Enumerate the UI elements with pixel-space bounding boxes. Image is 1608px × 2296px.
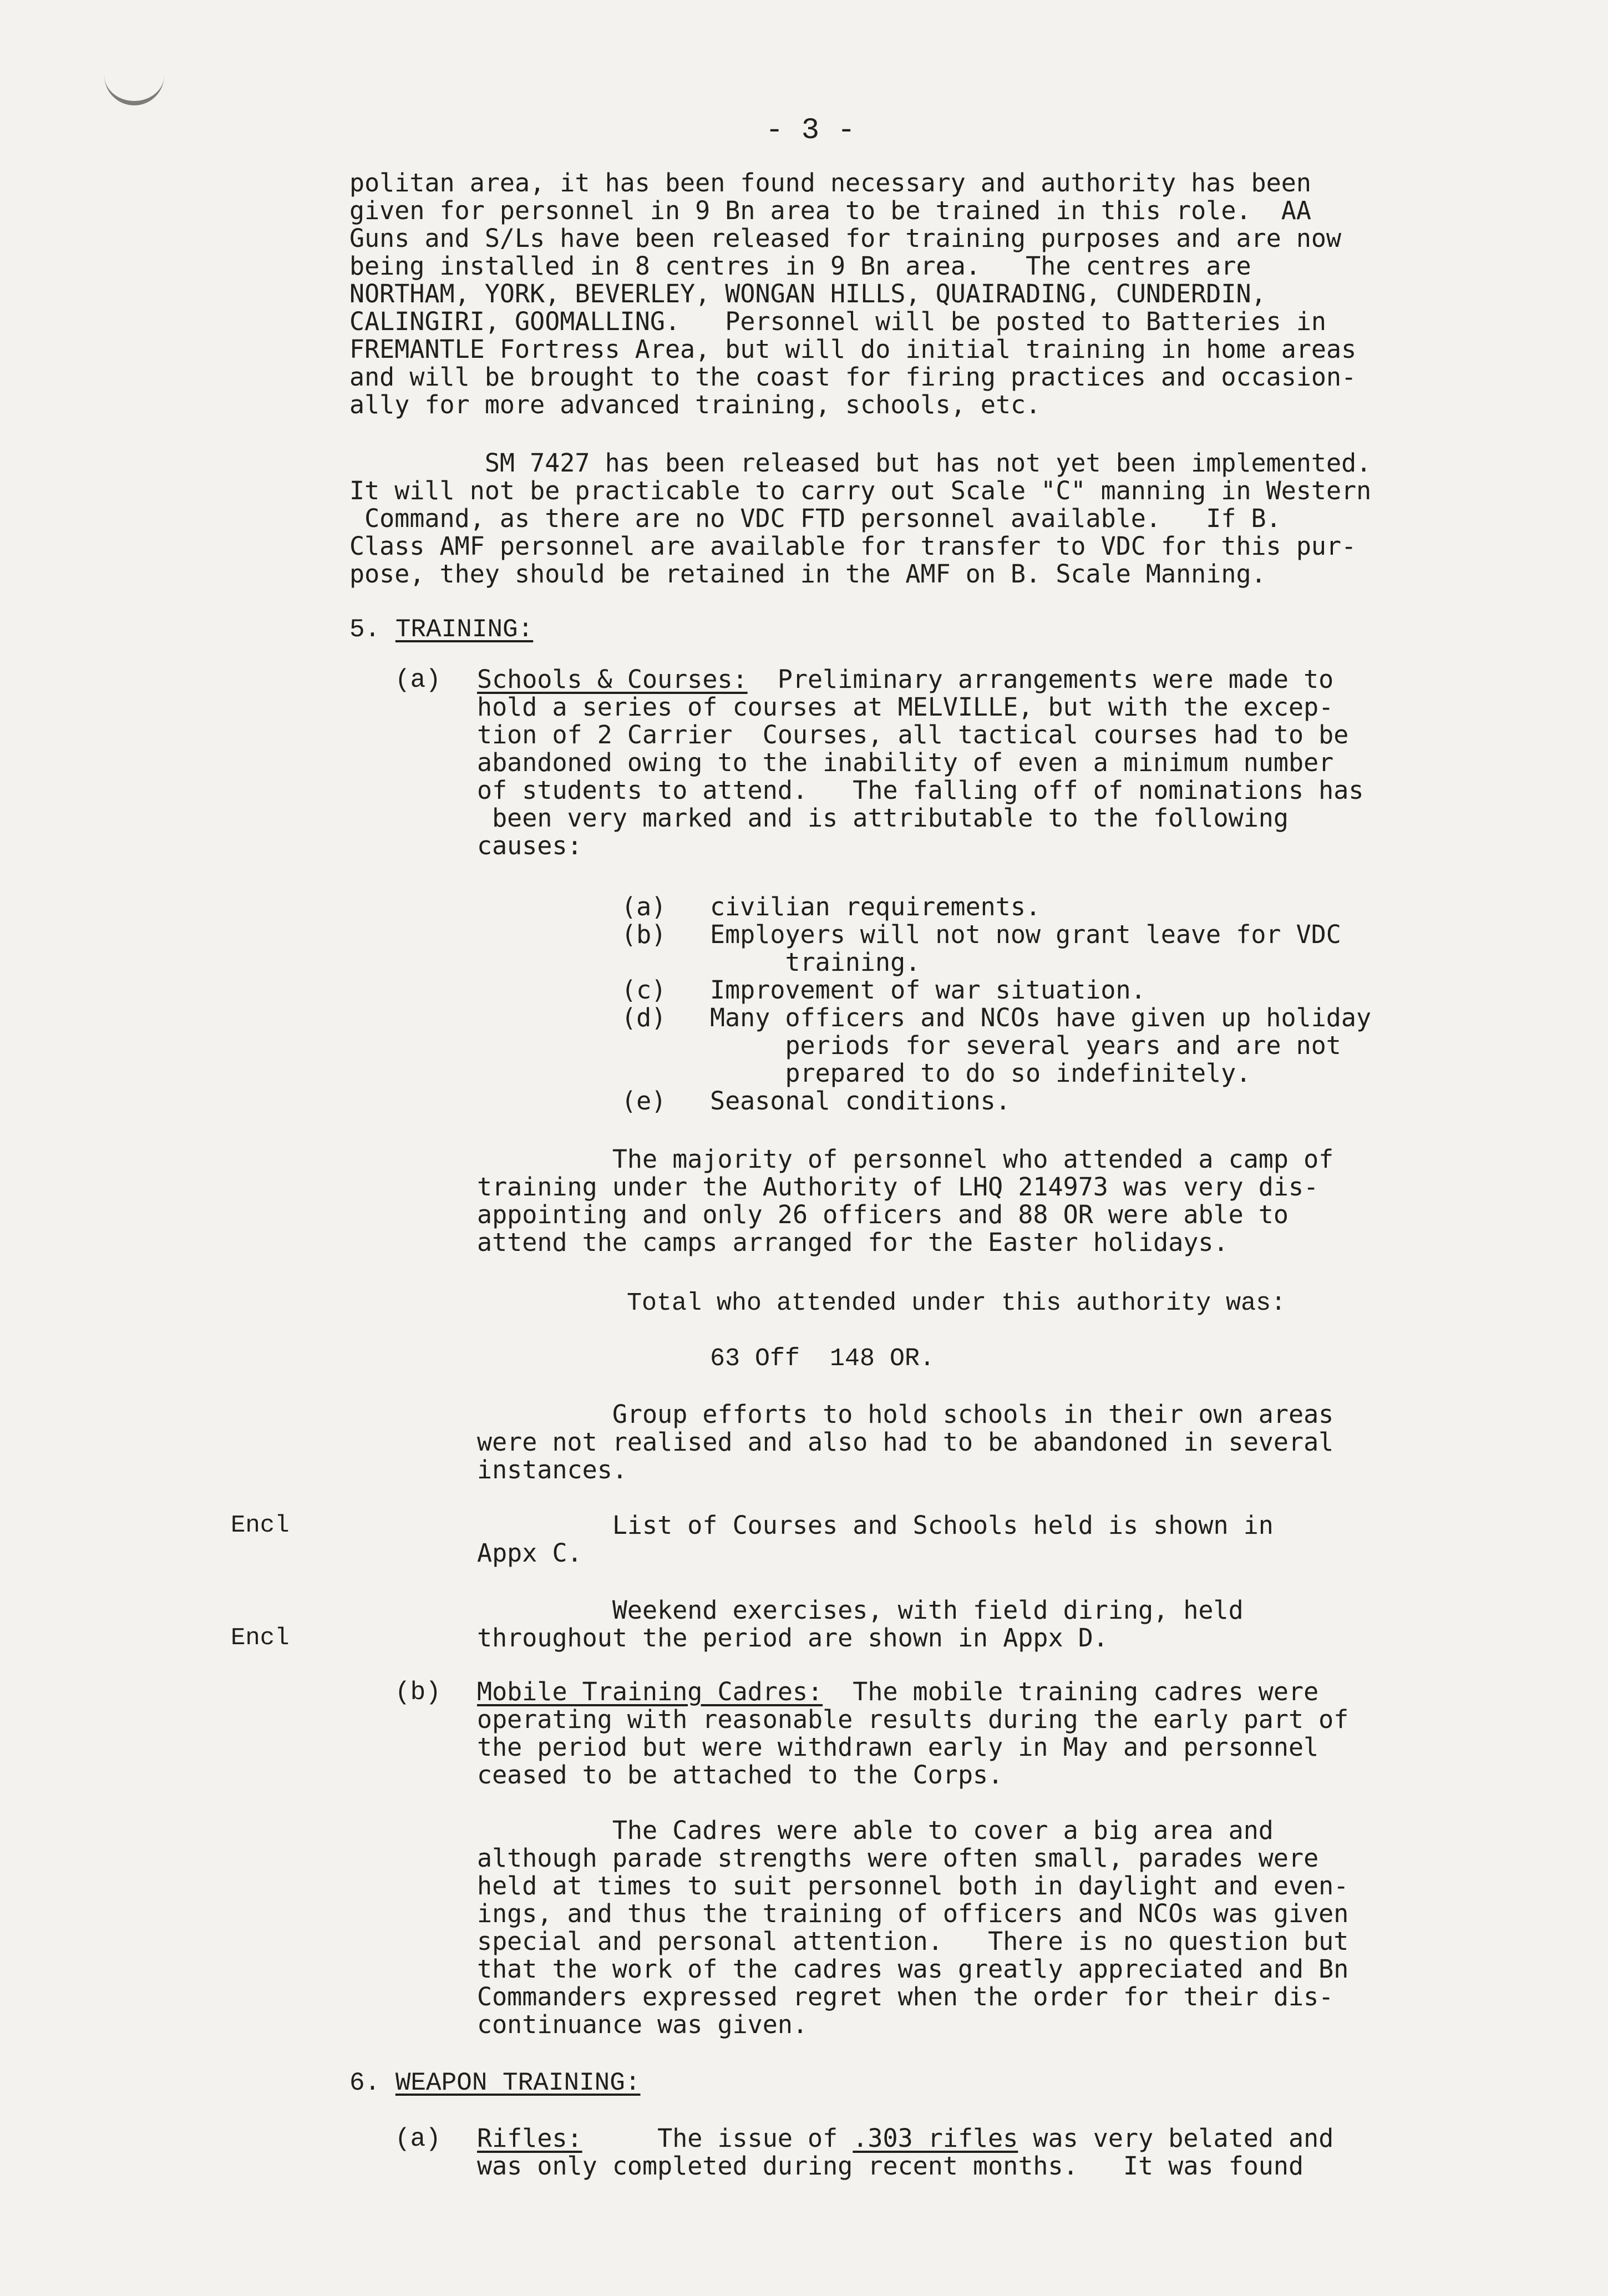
majority-paragraph: The majority of personnel who attended a camp of training under the Authority of LHQ 214973 was very dis- appointing and only 26 officers and 88 OR were able to attend the camps arranged for the Easter holidays. — [477, 1144, 1334, 1257]
section-5-heading — [349, 616, 533, 643]
section-5-title: TRAINING: — [395, 615, 534, 644]
sm7427-paragraph: SM 7427 has been released but has not yet been implemented. It will not be practicable to carry out Scale "C" manning in Western Command, as there are no VDC FTD personnel available. If B. Class AMF personnel are available for transfer to VDC for this pur- pose, they should be retained in the AMF on B. Scale Manning. — [349, 448, 1372, 589]
total-attended-figures: 63 Off 148 OR. — [710, 1345, 935, 1373]
list-item: Seasonal conditions. — [710, 1086, 1011, 1116]
total-attended-line: Total who attended under this authority was: — [627, 1289, 1286, 1317]
section-5a-paragraph: Schools & Courses: Preliminary arrangements were made to hold a series of courses at MELVILLE, but with the excep- tion of 2 Carrier Courses, all tactical courses had to be abandoned owing to the inability of even a minimum number of students to attend. The falling off of nominations has been very marked and is attributable to the following causes: — [477, 665, 1364, 860]
intro-paragraph: politan area, it has been found necessary and authority has been given for personnel in 9 Bn area to be trained in this role. AA Guns and S/Ls have been released for training purposes and are now being installed in 8 centres in 9 Bn area. The centres are NORTHAM, YORK, BEVERLEY, WONGAN HILLS, QUAIRADING, CUNDERDIN, CALINGIRI, GOOMALLING. Personnel will be posted to Batteries in FREMANTLE Fortress Area, but will do initial training in home areas and will be brought to the coast for firing practices and occasion- ally for more advanced training, schools, etc. — [349, 168, 1357, 419]
courses-list-paragraph: List of Courses and Schools held is shown in Appx C. — [477, 1511, 1274, 1568]
rifles-emphasis: .303 rifles — [853, 2123, 1018, 2153]
enclosure-note-2: Encl — [231, 1624, 290, 1652]
punch-hole-mark — [104, 53, 164, 105]
group-efforts-paragraph: Group efforts to hold schools in their own areas were not realised and also had to be abandoned in several instances. — [477, 1400, 1334, 1484]
page-number: - 3 - — [765, 114, 856, 148]
section-6-title: WEAPON TRAINING: — [395, 2069, 641, 2097]
section-5a-label: (a) — [395, 666, 441, 695]
cadres-paragraph: The Cadres were able to cover a big area and although parade strengths were often small, parades were held at times to suit personnel both in daylight and even- ings, and thus the training of officers and NCOs was given special and personal attention. There is no question but that the work of the cadres was greatly appreciated and Bn Commanders expressed regret when the order for their dis- continuance was given. — [477, 1816, 1349, 2039]
mobile-training-cadres-heading: Mobile Training Cadres: — [477, 1677, 823, 1706]
causes-list-labels: (a) (b) (c) (d) (e) — [621, 892, 667, 1116]
list-item: civilian requirements. — [710, 892, 1041, 921]
list-item: Employers will not now grant leave for VDC — [710, 920, 1341, 949]
section-5-number: 5. — [349, 615, 381, 644]
section-6-heading — [349, 2069, 641, 2097]
section-5b-paragraph: Mobile Training Cadres: The mobile training cadres were operating with reasonable results during the early part of the period but were withdrawn early in May and personnel ceased to be attached to the Corps. — [477, 1677, 1349, 1790]
enclosure-note-1: Encl — [231, 1512, 290, 1539]
section-6a-label: (a) — [395, 2125, 441, 2153]
causes-list-items: civilian requirements. Employers will not now grant leave for VDC training. Improvement of war situation. Many officers and NCOs have given up holiday periods for several years and are not prepared to do so indefinitely. Seasonal conditions. — [710, 892, 1372, 1116]
schools-courses-heading: Schools & Courses: — [477, 665, 748, 694]
list-item: Many officers and NCOs have given up holiday — [710, 1003, 1372, 1032]
section-5b-label: (b) — [395, 1678, 441, 1707]
list-item: Improvement of war situation. — [710, 975, 1146, 1005]
weekend-exercises-paragraph: Weekend exercises, with field diring, held throughout the period are shown in Appx D. — [477, 1595, 1244, 1653]
rifles-heading: Rifles: — [477, 2123, 582, 2153]
section-6a-paragraph: Rifles: The issue of .303 rifles was very belated and was only completed during recent months. It was found — [477, 2123, 1334, 2181]
section-6-number: 6. — [349, 2069, 381, 2097]
